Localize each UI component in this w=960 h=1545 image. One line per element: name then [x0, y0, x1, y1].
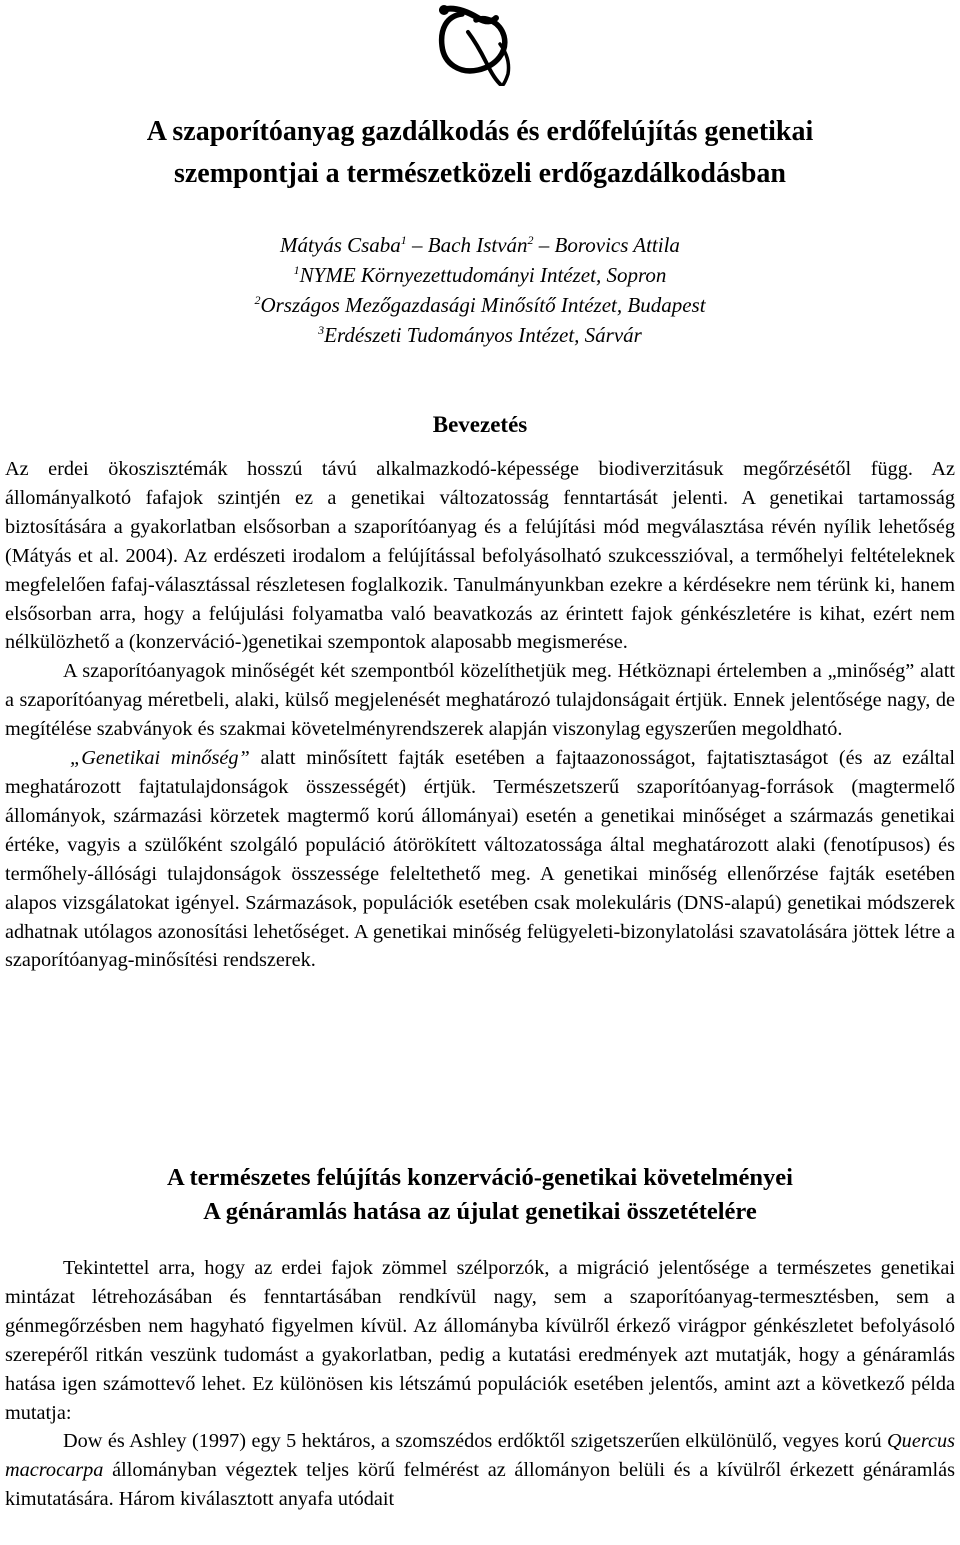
affiliation-3	[0, 320, 960, 351]
affiliation-1-mark: 1	[293, 263, 300, 277]
introduction-body	[5, 455, 955, 975]
author-separator: –	[406, 233, 428, 257]
paragraph: Az erdei ökoszisztémák hosszú távú alkalmazkodó-képessége biodiverzitásuk megőrzésétől függ. Az állományalkotó fafajok szintjén ez a genetikai változatosság fenntartását jelenti. A genetikai tartamosság biztosítására a gyakorlatban elsősorban a szaporítóanyag és a felújítási mód megválasztása révén nyílik lehetőség (Mátyás et al. 2004). Az erdészeti irodalom a felújítással befolyásolható szukcesszióval, a termőhelyi feltételeknek megfelelően fafaj-választással részletesen foglalkozik. Tanulmányunkban ezekre a kérdésekre nem térünk ki, hanem elsősorban arra, hogy a felújulási folyamatba való beavatkozás az érintett fajok génkészletére is kihat, ezért nem nélkülözhető a (konzerváció-)genetikai szempontok alaposabb megismerése.	[5, 458, 955, 654]
author-1-affiliation-mark: 1	[400, 233, 407, 247]
affiliation-3-mark: 3	[318, 323, 325, 337]
emphasis-term: „Genetikai minőség”	[70, 747, 250, 770]
author-2: Bach István	[427, 233, 528, 257]
affiliation-2-text: Országos Mezőgazdasági Minősítő Intézet, Budapest	[260, 293, 706, 317]
author-2-affiliation-mark: 2	[527, 233, 534, 247]
paragraph: Tekintettel arra, hogy az erdei fajok zömmel szélporzók, a migráció jelentősége a természetes genetikai mintázat létrehozásában és fenntartásában rendkívül nagy, sem a szaporítóanyag-termesztésben, sem a génmegőrzésben nem hagyható figyelmen kívül. Az állományba kívülről érkező virágpor génkészletet befolyásoló szerepéről ritkán veszünk tudomást a gyakorlatban, pedig a kutatási eredmények azt mutatják, hogy a génáramlás hatása igen számottevő lehet. Ez különösen kis létszámú populációk esetében jelentős, amint azt a következő példa mutatja:	[5, 1257, 955, 1424]
affiliation-1	[0, 260, 960, 291]
affiliation-2	[0, 290, 960, 321]
author-3: Borovics Attila	[554, 233, 680, 257]
paragraph	[5, 1427, 955, 1514]
species-name: Quercus macrocarpa	[5, 1430, 955, 1482]
paragraph-text: alatt minősített fajták esetében a fajtaazonosságot, fajtatisztaságot (és az ezáltal meghatározott fajtatulajdonságok összességét) értjük. Természetszerű szaporítóanyag-források (magtermelő állományok, származási körzetek magtermő korú állományai) esetén a genetikai minőséget a származás genetikai értéke, vagyis a szülőként szolgáló populáció átörökített változatossága által meghatározott alaki (fenotípusos) és termőhely-állósági tulajdonságok összessége feleltethető meg. A genetikai minőség ellenőrzése fajták esetében alapos vizsgálatokat igényel. Származások, populációk esetében csak molekuláris (DNS-alapú) genetikai módszerek adhatnak utólagos azonosítási lehetőséget. A genetikai minőség felügyeleti-bizonylatolási szavatolására jöttek létre a szaporítóanyag-minősítési rendszerek.	[5, 747, 955, 972]
section-heading-introduction: Bevezetés	[432, 412, 528, 437]
author-1: Mátyás Csaba	[280, 233, 401, 257]
paragraph: A szaporítóanyagok minőségét két szempontból közelíthetjük meg. Hétköznapi értelemben a „minőség” alatt a szaporítóanyag méretbeli, alaki, külső megjelenését meghatározó tulajdonságait értjük. Ennek jelentősége nagy, de megítélése szabványok és szakmai követelményrendszerek alapján viszonylag egyszerűen megoldható.	[5, 660, 955, 741]
author-line	[0, 230, 960, 261]
paragraph-text: Dow és Ashley (1997) egy 5 hektáros, a szomszédos erdőktől szigetszerűen elkülönülő, vegyes korú	[63, 1430, 888, 1453]
title-line-2: szempontjai a természetközeli erdőgazdálkodásban	[173, 158, 787, 189]
paragraph	[5, 744, 955, 975]
author-separator: –	[533, 233, 555, 257]
gene-flow-body	[5, 1254, 955, 1514]
paragraph-text: állományban végeztek teljes körű felmérést az állományon belüli és a kívülről érkezett génáramlás kimutatására. Három kiválasztott anyafa utódait	[5, 1459, 955, 1511]
title-line-1: A szaporítóanyag gazdálkodás és erdőfelújítás genetikai	[146, 116, 814, 147]
affiliation-2-mark: 2	[254, 293, 261, 307]
section-heading-line-2: A génáramlás hatása az újulat genetikai összetételére	[203, 1198, 757, 1225]
institute-logo-icon	[434, 4, 526, 86]
affiliation-1-text: NYME Környezettudományi Intézet, Sopron	[299, 263, 667, 287]
section-heading-line-1: A természetes felújítás konzerváció-genetikai követelményei	[167, 1164, 793, 1191]
affiliation-3-text: Erdészeti Tudományos Intézet, Sárvár	[324, 323, 642, 347]
